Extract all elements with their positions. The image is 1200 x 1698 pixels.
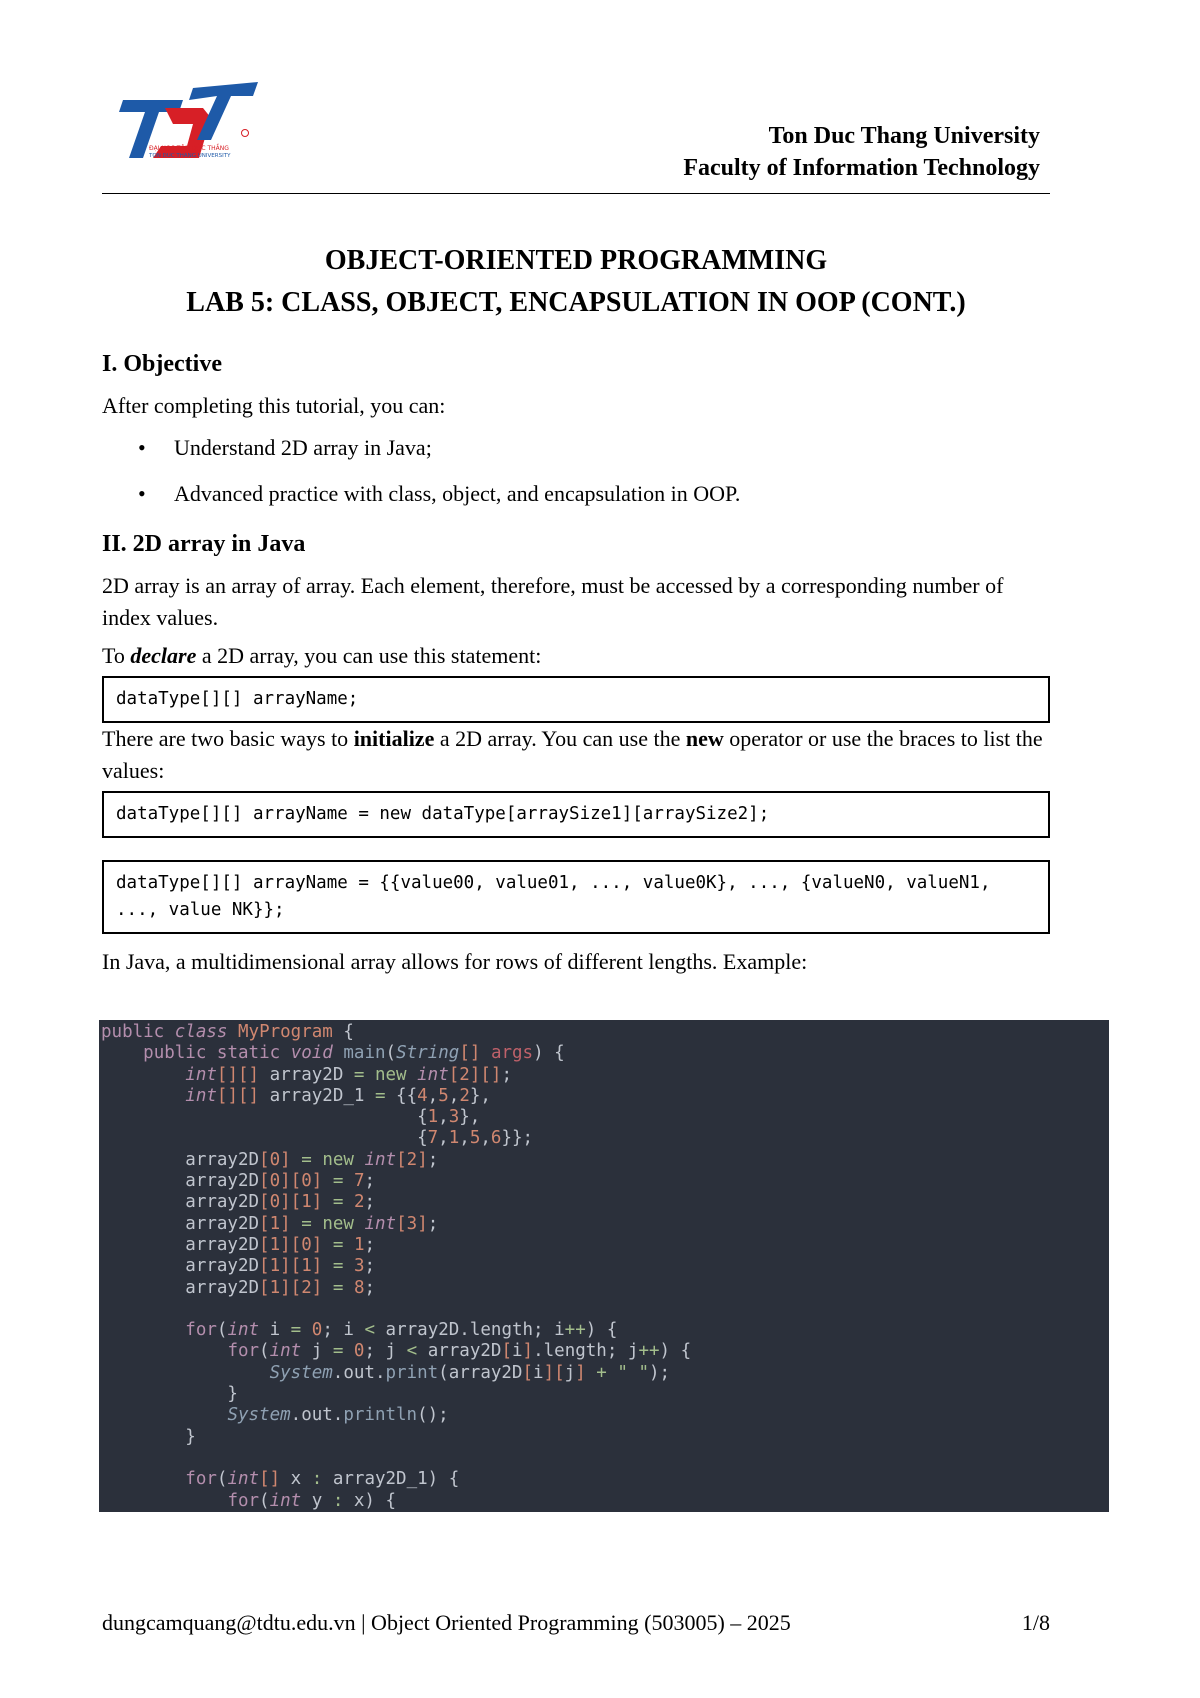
code-new-operator: dataType[][] arrayName = new dataType[arraySize1][arraySize2]; bbox=[102, 791, 1050, 838]
section-2d-array-heading: II. 2D array in Java bbox=[102, 531, 306, 557]
footer-text: dungcamquang@tdtu.edu.vn | Object Oriented Programming (503005) – 2025 bbox=[102, 1610, 791, 1635]
objective-intro: After completing this tutorial, you can: bbox=[102, 393, 446, 418]
paragraph-2d-array: 2D array is an array of array. Each element, therefore, must be accessed by a corresponding number of index values. bbox=[102, 573, 1004, 630]
paragraph-declare: To declare a 2D array, you can use this statement: bbox=[102, 643, 542, 668]
institution-block bbox=[683, 120, 1040, 184]
code-declare: dataType[][] arrayName; bbox=[102, 676, 1050, 723]
document-title bbox=[102, 240, 1050, 324]
course-title: OBJECT-ORIENTED PROGRAMMING bbox=[324, 245, 828, 276]
list-item: • Understand 2D array in Java; bbox=[102, 432, 1050, 464]
logo-caption-2: TON DUC THANG UNIVERSITY bbox=[149, 153, 231, 159]
logo-caption-1: ĐẠI HỌC TÔN ĐỨC THẮNG bbox=[149, 145, 229, 152]
list-item: • Advanced practice with class, object, and encapsulation in OOP. bbox=[102, 478, 1050, 510]
code-brace-init: dataType[][] arrayName = {{value00, value01, ..., value0K}, ..., {valueN0, valueN1, ..., value NK}}; bbox=[102, 860, 1050, 934]
code-example: public class MyProgram { public static void main(String[] args) { int[][] array2D = new int[2][]; int[][] array2D_1 = {{4,5,2}, {1,3}, {7,1,5,6}}; array2D[0] = new int[2]; array2D[0][0] = 7; array2D[0][1] = 2; array2D[1] = new int[3]; array2D[1][0] = 1; array2D[1][1] = 3; array2D[1][2] = 8; for(int i = 0; i < array2D.length; i++) { for(int j = 0; j < array2D[i].length; j++) { System.out.print(array2D[i][j] + " "); } System.out.println(); } for(int[] x : array2D_1) { for(int y : x) { bbox=[101, 1022, 692, 1511]
document-body bbox=[102, 348, 1050, 978]
page-number: 1/8 bbox=[1021, 1610, 1050, 1635]
paragraph-multidimensional: In Java, a multidimensional array allows for rows of different lengths. Example: bbox=[102, 949, 808, 974]
tdtu-logo bbox=[113, 78, 263, 168]
paragraph-initialize: There are two basic ways to initialize a 2D array. You can use the new operator or use the braces to list the values: bbox=[102, 726, 1043, 783]
emphasis-declare: declare bbox=[130, 643, 197, 668]
objective-list bbox=[102, 432, 1050, 510]
page-footer bbox=[102, 1608, 1050, 1638]
header-divider bbox=[102, 193, 1050, 194]
code-example-block bbox=[99, 1020, 1109, 1512]
faculty-name: Faculty of Information Technology bbox=[683, 155, 1040, 181]
lab-title: LAB 5: CLASS, OBJECT, ENCAPSULATION IN OOP (CONT.) bbox=[186, 287, 966, 318]
section-objective-heading: I. Objective bbox=[102, 351, 222, 377]
university-name: Ton Duc Thang University bbox=[768, 123, 1040, 149]
